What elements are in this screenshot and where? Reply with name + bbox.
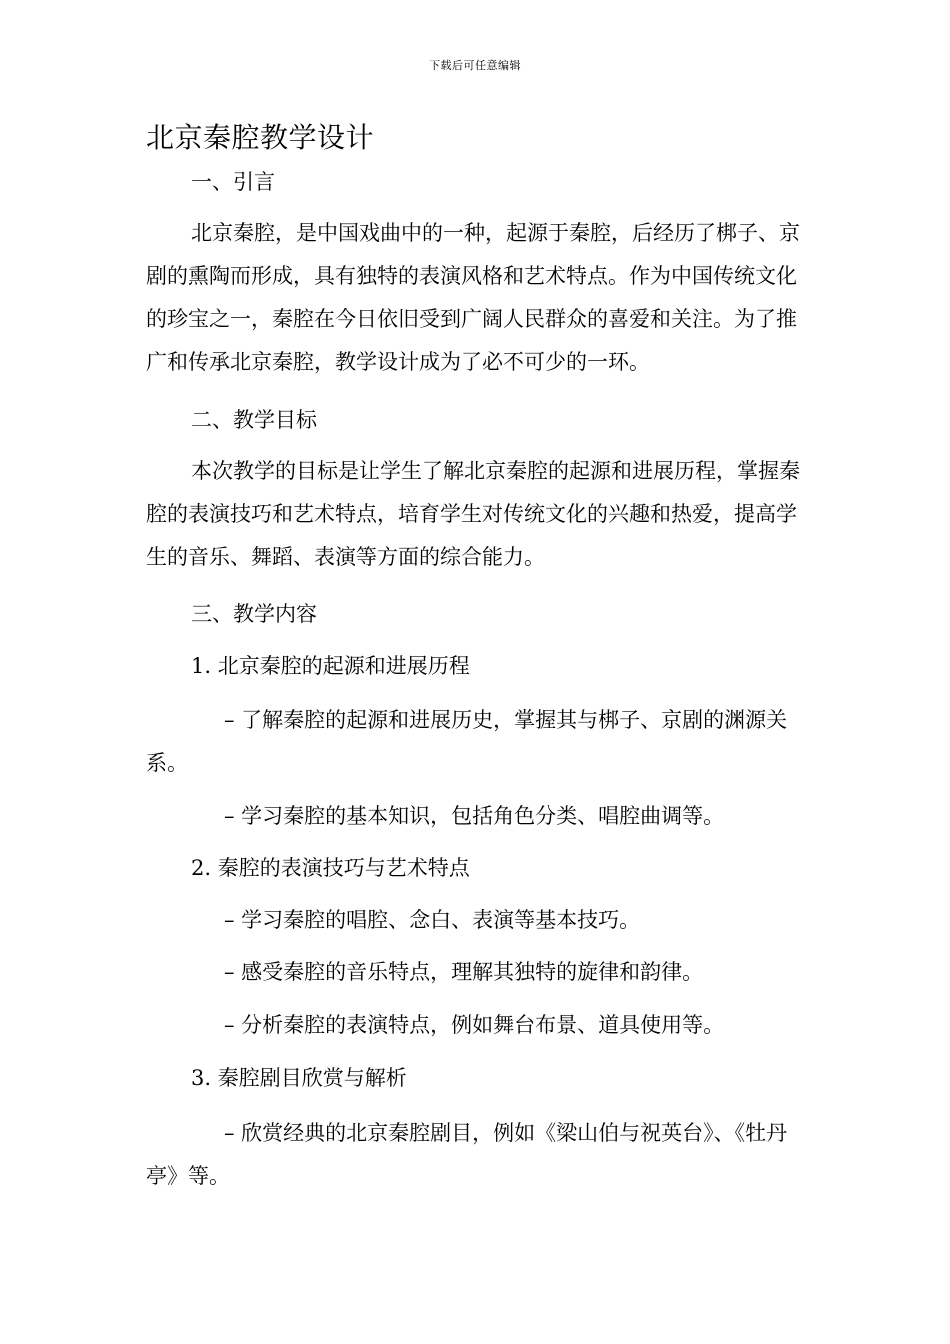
section-heading-intro: 一、引言 <box>191 170 275 194</box>
content-item-1-point-2: – 学习秦腔的基本知识，包括角色分类、唱腔曲调等。 <box>224 804 725 828</box>
page-header-note: 下载后可任意编辑 <box>429 59 521 72</box>
paragraph-intro: 北京秦腔，是中国戏曲中的一种，起源于秦腔，后经历了梆子、京剧的熏陶而形成，具有独特的表演风格和艺术特点。作为中国传统文化的珍宝之一，秦腔在今日依旧受到广阔人民群众的喜爱和关注。为了推广和传承北京秦腔，教学设计成为了必不可少的一环。 <box>146 221 800 374</box>
content-item-1-point-1: – 了解秦腔的起源和进展历史，掌握其与梆子、京剧的渊源关系。 <box>146 708 788 775</box>
content-item-3-title: 3. 秦腔剧目欣赏与解析 <box>191 1066 407 1090</box>
content-item-2-point-3: – 分析秦腔的表演特点，例如舞台布景、道具使用等。 <box>224 1013 725 1037</box>
document-title: 北京秦腔教学设计 <box>146 121 375 154</box>
content-item-1-title: 1. 北京秦腔的起源和进展历程 <box>191 654 470 678</box>
content-item-2-point-1: – 学习秦腔的唱腔、念白、表演等基本技巧。 <box>224 908 641 932</box>
content-item-2-title: 2. 秦腔的表演技巧与艺术特点 <box>191 856 470 880</box>
section-heading-goals: 二、教学目标 <box>191 408 317 432</box>
paragraph-goals: 本次教学的目标是让学生了解北京秦腔的起源和进展历程，掌握秦腔的表演技巧和艺术特点，培育学生对传统文化的兴趣和热爱，提高学生的音乐、舞蹈、表演等方面的综合能力。 <box>146 459 800 569</box>
content-item-3-point-1: – 欣赏经典的北京秦腔剧目，例如《梁山伯与祝英台》、《牡丹亭》等。 <box>146 1121 788 1188</box>
content-item-2-point-2: – 感受秦腔的音乐特点，理解其独特的旋律和韵律。 <box>224 960 704 984</box>
section-heading-content: 三、教学内容 <box>191 602 317 626</box>
